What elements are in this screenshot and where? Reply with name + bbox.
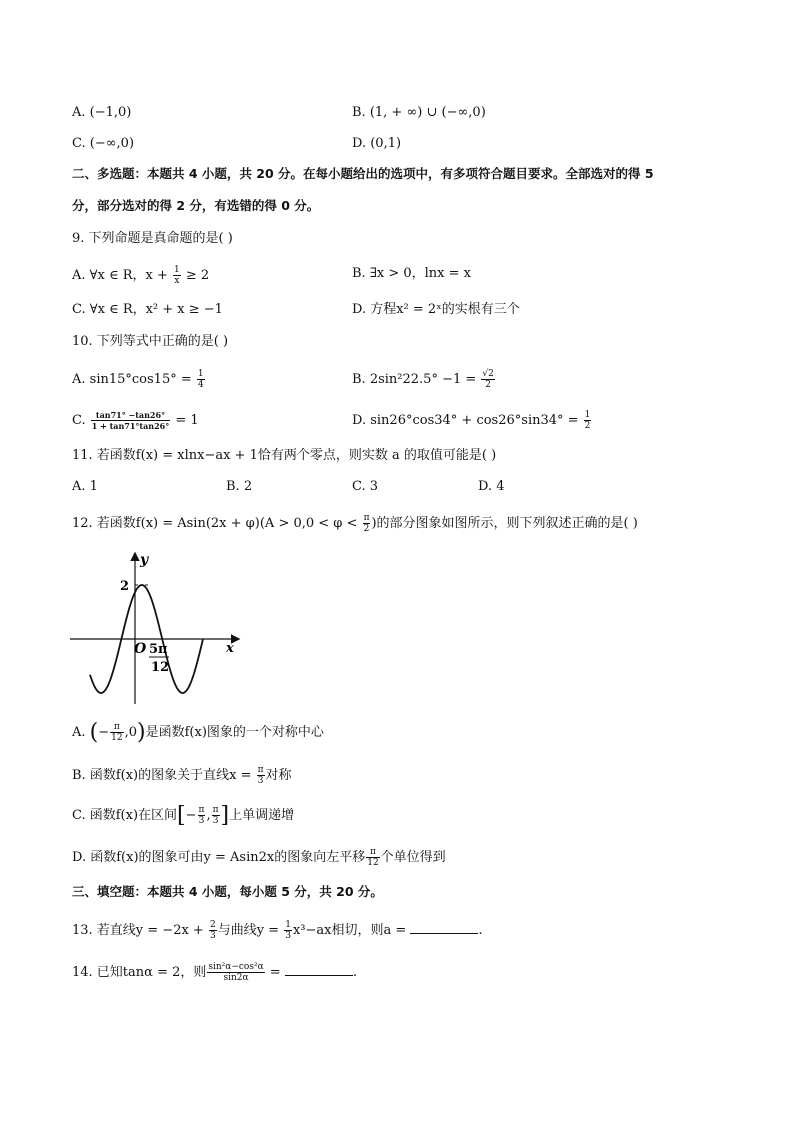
q12-c-comma: , (206, 808, 211, 823)
q12-d-post: 个单位得到 (380, 850, 446, 865)
q13-mid: 与曲线y = (217, 923, 284, 938)
q10-a-den: 4 (197, 380, 204, 390)
q12-b-pre: B. 函数f(x)的图象关于直线x = (72, 768, 256, 783)
q9-option-c: C. ∀x ∈ R，x² + x ≥ −1 (72, 302, 223, 317)
q12-option-b (72, 765, 292, 786)
q10-b-fraction (481, 369, 494, 390)
q12-stem-den: 2 (363, 524, 370, 534)
q10-c-fraction (91, 410, 171, 431)
q12-stem (72, 513, 638, 534)
origin-label: O (134, 641, 147, 657)
q13-n1: 2 (209, 920, 216, 930)
q14-end: . (352, 965, 357, 980)
section2-line1: 二、多选题：本题共 4 小题，共 20 分。在每小题给出的选项中，有多项符合题目要求。全部选对的得 5 (72, 166, 654, 181)
q10-a-num: 1 (197, 369, 204, 379)
q12-stem-fraction (363, 513, 371, 534)
y-axis-label: y (140, 552, 149, 568)
q12-b-num: π (257, 765, 264, 775)
q12-c-num2: π (212, 805, 219, 815)
q12-c-fraction1 (198, 805, 206, 826)
q11-option-a: A. 1 (72, 479, 98, 494)
q10-d-den: 2 (584, 421, 591, 431)
q9-option-d: D. 方程x² = 2ˣ的实根有三个 (352, 302, 520, 317)
q8-option-a: A. (−1,0) (72, 105, 132, 120)
q12-a-den: 12 (111, 733, 123, 743)
q11-option-d: D. 4 (478, 479, 505, 494)
q10-option-b (352, 369, 496, 390)
q9-a-num: 1 (174, 265, 180, 275)
section3-title: 三、填空题：本题共 4 小题，每小题 5 分，共 20 分。 (72, 884, 383, 899)
q11-option-c: C. 3 (352, 479, 379, 494)
q13-d2: 3 (285, 931, 291, 941)
q12-sine-graph (66, 548, 246, 708)
q10-d-pre: D. sin26°cos34° + cos26°sin34° = (352, 413, 583, 428)
q12-c-pre: C. 函数f(x)在区间 (72, 808, 178, 823)
q12-a-post: 是函数f(x)图象的一个对称中心 (145, 725, 324, 740)
q12-c-den1: 3 (198, 816, 205, 826)
q9-option-b: B. ∃x > 0，lnx = x (352, 266, 471, 281)
q12-a-fraction (110, 722, 123, 743)
q10-c-num: tan71° −tan26° (91, 410, 171, 421)
q12-option-a (72, 719, 324, 745)
q9-a-pre: A. ∀x ∈ R，x + (72, 268, 172, 283)
q12-option-d (72, 847, 446, 868)
q12-d-pre: D. 函数f(x)的图象可由y = Asin2x的图象向左平移 (72, 850, 366, 865)
q12-c-rbracket: ] (220, 802, 230, 828)
q12-a-sign: − (98, 725, 110, 740)
q14-den: sin2α (223, 973, 249, 983)
q10-b-num: √2 (482, 369, 494, 379)
q10-a-pre: A. sin15°cos15° = (72, 372, 196, 387)
q13-fraction2 (284, 920, 292, 941)
q12-stem-pre: 12. 若函数f(x) = Asin(2x + φ)(A > 0,0 < φ < (72, 516, 362, 531)
zero-label-num: 5π (149, 642, 168, 657)
q12-b-fraction (257, 765, 265, 786)
q12-c-lbracket: [ (177, 802, 186, 828)
q10-stem: 10. 下列等式中正确的是( ) (72, 334, 229, 349)
zero-label-den: 12 (151, 660, 170, 675)
q13-answer-blank[interactable] (410, 921, 478, 934)
q14-pre: 14. 已知tanα = 2，则 (72, 965, 207, 980)
q12-a-rparen: ) (137, 719, 146, 745)
q12-d-den: 12 (367, 858, 379, 868)
q12-c-sign: − (185, 808, 197, 823)
q10-option-a (72, 369, 206, 390)
q10-c-pre: C. (72, 413, 90, 428)
peak-label: 2 (120, 579, 130, 594)
q12-c-num1: π (198, 805, 205, 815)
q10-b-den: 2 (485, 380, 491, 390)
q12-d-num: π (366, 847, 379, 858)
q10-c-den: 1 + tan71°tan26° (91, 421, 170, 431)
q12-c-fraction2 (212, 805, 220, 826)
q12-d-fraction (366, 847, 379, 868)
q12-a-lparen: ( (89, 719, 99, 745)
q14-fraction (207, 962, 264, 983)
q12-b-den: 3 (257, 776, 264, 786)
q12-c-post: 上单调递增 (229, 808, 295, 823)
q12-stem-num: π (363, 513, 370, 523)
q13-fraction1 (209, 920, 217, 941)
q13-end: . (478, 923, 483, 938)
q14-answer-blank[interactable] (285, 963, 353, 976)
q14-num: sin²α−cos²α (208, 962, 264, 972)
q10-option-d (352, 410, 592, 431)
q10-option-c (72, 410, 199, 431)
q9-option-a (72, 265, 209, 286)
q13-d1: 3 (209, 931, 216, 941)
q9-a-post: ≥ 2 (181, 268, 210, 283)
q14-post: = (265, 965, 285, 980)
q12-stem-post: )的部分图象如图所示，则下列叙述正确的是( ) (371, 516, 638, 531)
q12-b-post: 对称 (265, 768, 292, 783)
x-axis-label: x (226, 641, 234, 656)
q13-n2: 1 (285, 920, 291, 930)
q8-option-b: B. (1, + ∞) ∪ (−∞,0) (352, 105, 486, 120)
section2-line2: 分，部分选对的得 2 分，有选错的得 0 分。 (72, 198, 320, 213)
q10-a-fraction (197, 369, 205, 390)
q10-d-fraction (584, 410, 592, 431)
q9-a-fraction (173, 265, 181, 286)
q12-a-tail: ,0 (124, 725, 138, 740)
q11-option-b: B. 2 (226, 479, 253, 494)
q8-option-c: C. (−∞,0) (72, 136, 135, 151)
q12-option-c (72, 802, 295, 828)
q13-post: x³−ax相切，则a = (292, 923, 411, 938)
q12-a-num: π (110, 722, 123, 733)
q13 (72, 920, 483, 941)
q12-a-pre: A. (72, 725, 90, 740)
q9-stem: 9. 下列命题是真命题的是( ) (72, 231, 233, 246)
q9-a-den: x (174, 276, 180, 286)
q10-b-pre: B. 2sin²22.5° −1 = (352, 372, 481, 387)
q12-c-den2: 3 (212, 816, 219, 826)
q11-stem: 11. 若函数f(x) = xlnx−ax + 1恰有两个零点，则实数 a 的取值可能是( ) (72, 448, 497, 463)
q8-option-d: D. (0,1) (352, 136, 402, 151)
q10-d-num: 1 (584, 410, 591, 420)
q14 (72, 962, 357, 983)
q10-c-post: = 1 (171, 413, 199, 428)
q13-pre: 13. 若直线y = −2x + (72, 923, 208, 938)
